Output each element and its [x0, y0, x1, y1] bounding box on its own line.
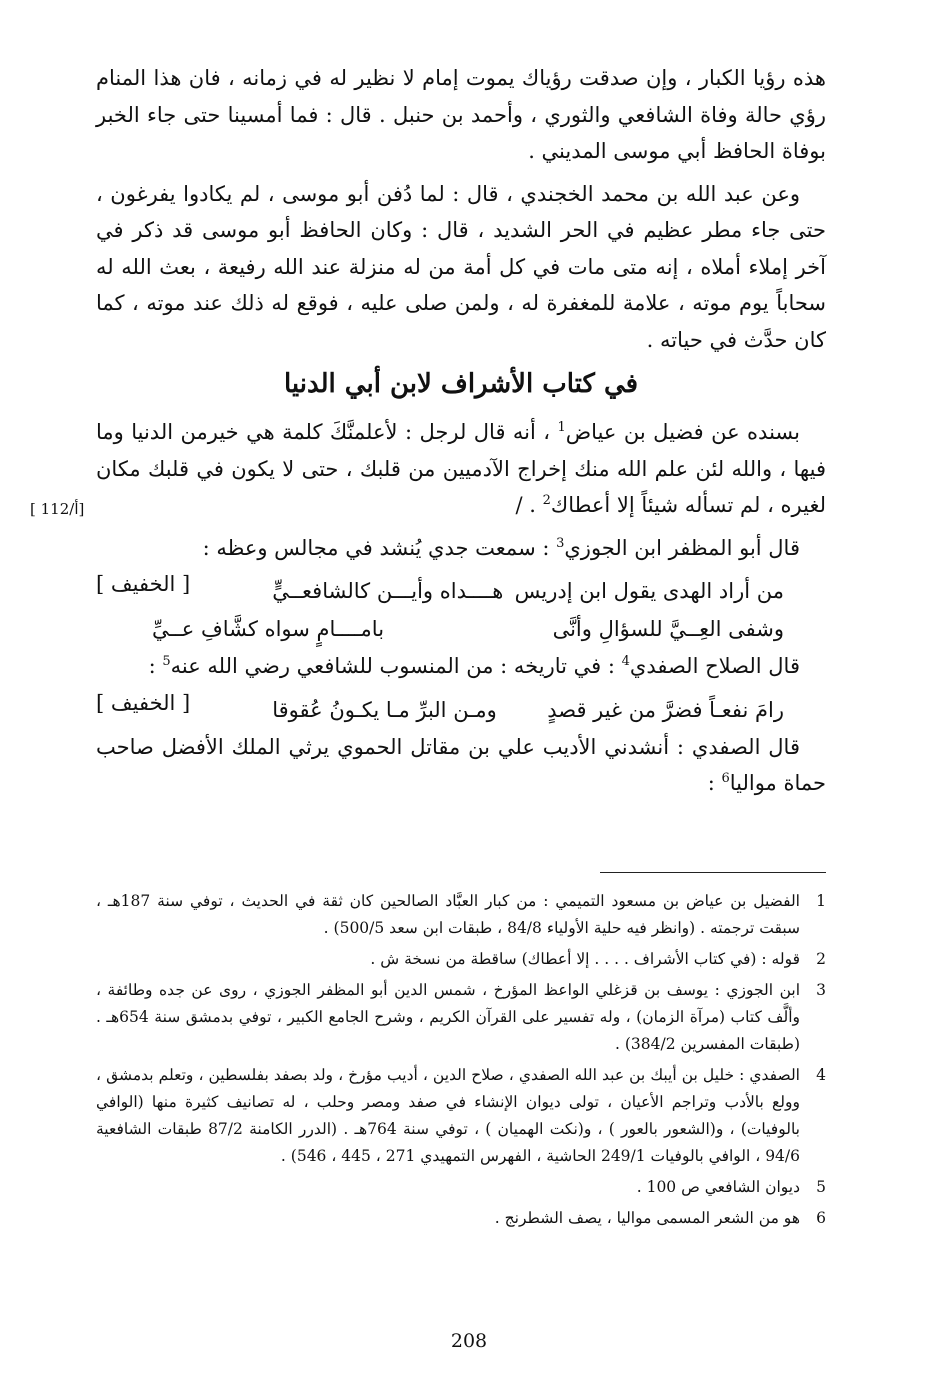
footnote-item	[96, 888, 826, 942]
paragraph-3	[96, 414, 826, 524]
footnote-number: 4	[816, 1066, 826, 1084]
footnote-ref-4: 4	[621, 654, 630, 669]
footnote-text: ابن الجوزي : يوسف بن قزغلي الواعظ المؤرخ ، شمس الدين أبو المظفر الجوزي ، روى عن جده وطائفة ، وألَّف كتاب (مرآة الزمان) ، وله تفسير على القرآن الكريم ، وشرح الجامع الكبير ، توفي بدمشق سنة 654هـ . (طبقات المفسرين 384/2) .	[96, 981, 800, 1053]
paragraph-6-text-b: :	[707, 771, 722, 795]
section-heading: في كتاب الأشراف لابن أبي الدنيا	[283, 369, 639, 399]
paragraph-5-text-b: : في تاريخه : من المنسوب للشافعي رضي الله عنه	[170, 654, 622, 678]
paragraph-3-text-a: بسنده عن فضيل بن عياض	[565, 420, 800, 444]
paragraph-6-text-a: قال الصفدي : أنشدني الأديب علي بن مقاتل الحموي يرثي الملك الأفضل صاحب حماة مواليا	[96, 734, 826, 795]
footnote-text: هو من الشعر المسمى مواليا ، يصف الشطرنج .	[494, 1209, 800, 1227]
footnote-text: الصفدي : خليل بن أيبك بن عبد الله الصفدي ، صلاح الدين ، أديب مؤرخ ، ولد بصفد بفلسطين ، وتعلم بدمشق ، وولع بالأدب وتراجم الأعيان ، تولى ديوان الإنشاء في صفد ومصر وحلب ، له تصانيف كثيرة منها (الوافي بالوفيات) ، و(الشعور بالعور ) ، و(نكت الهميان ) ، توفي سنة 764هـ . (الدرر الكامنة 87/2 طبقات الشافعية 94/6 ، الوافي بالوفيات 249/1 الحاشية ، الفهرس التمهيدي 271 ، 445 ، 546) .	[96, 1066, 800, 1165]
main-text	[96, 60, 826, 808]
footnote-text: ديوان الشافعي ص 100 .	[636, 1178, 800, 1196]
footnote-ref-3: 3	[556, 535, 565, 551]
footnote-ref-2: 2	[542, 493, 551, 508]
meter-label-2: [ الخفيف ]	[96, 690, 191, 715]
page-number: 208	[450, 1330, 488, 1352]
meter-label-1: [ الخفيف ]	[96, 572, 191, 596]
footnote-text: قوله : (في كتاب الأشراف . . . . إلا أعطاك) ساقطة من نسخة ش .	[370, 950, 800, 968]
verse-2-first-hemistich: وشفى العِــيَّ للسؤالِ وأنَّى	[552, 617, 784, 641]
footnotes	[96, 888, 826, 1236]
footnote-ref-1: 1	[557, 420, 566, 435]
footnote-ref-5: 5	[162, 654, 171, 669]
verse-1-second-hemistich: هــــداه وأيـــن كالشافعــيٍّ	[272, 579, 504, 603]
paragraph-6	[96, 729, 826, 802]
verse-2	[96, 610, 826, 648]
paragraph-4-text-b: : سمعت جدي يُنشد في مجالس وعظه :	[202, 535, 557, 560]
paragraph-3-text-c: . /	[515, 493, 543, 517]
verse-3-second-hemistich: ومـن البرِّ مـا يكـونُ عُقوقا	[272, 697, 497, 722]
paragraph-5-text-c: :	[148, 654, 163, 678]
footnote-item	[96, 977, 826, 1058]
footnote-item	[96, 1174, 826, 1201]
footnote-number: 5	[816, 1178, 826, 1196]
paragraph-3-text-b: ، أنه قال لرجل : لأعلمنَّكَ كلمة هي خيرمن الدنيا وما فيها ، والله لئن علم الله منك إخراج الآدميين من قلبك ، حتى لا يكون في قلبك مكان لغيره ، لم تسأله شيئاً إلا أعطاك	[96, 420, 826, 517]
paragraph-2: وعن عبد الله بن محمد الخجندي ، قال : لما دُفن أبو موسى ، لم يكادوا يفرغون ، حتى جاء مطر عظيم في الحر الشديد ، قال : وكان الحافظ أبو موسى قد ذكر في آخر إملاء أملاه ، إنه متى مات في كل أمة من له منزلة عند الله رفيعة ، بعث الله له سحاباً يوم موته ، علامة للمغفرة له ، ولمن صلى عليه ، فوقع له ذلك عند موته ، كما كان حدَّث في حياته .	[96, 181, 826, 352]
footnote-number: 3	[816, 981, 826, 999]
verse-3-first-hemistich: رامَ نفعـاً فضرَّ من غير قصدٍ	[547, 697, 784, 722]
manuscript-folio-marker: [ 112/أ]	[30, 500, 85, 518]
footnote-number: 2	[816, 950, 826, 968]
footnote-item	[96, 946, 826, 973]
verse-3	[216, 691, 826, 729]
paragraph-5-text-a: قال الصلاح الصفدي	[629, 654, 800, 678]
paragraph-4-text-a: قال أبو المظفر ابن الجوزي	[564, 535, 800, 560]
footnote-item	[96, 1062, 826, 1170]
footnote-separator	[600, 872, 826, 873]
footnote-number: 6	[816, 1209, 826, 1227]
footnote-text: الفضيل بن عياض بن مسعود التميمي : من كبار العبَّاد الصالحين كان ثقة في الحديث ، توفي سنة 187هـ ، سبقت ترجمته . (وانظر فيه حلية الأولياء 84/8 ، طبقات ابن سعد 500/5) .	[96, 892, 800, 937]
verse-2-second-hemistich: بامــــامٍ سواه كشَّافِ عــيِّ	[152, 617, 385, 641]
footnote-ref-6: 6	[721, 771, 730, 786]
verse-1	[216, 572, 826, 610]
footnote-number: 1	[816, 892, 826, 910]
verse-1-first-hemistich: من أراد الهدى يقول ابن إدريس	[514, 579, 784, 603]
footnote-item	[96, 1205, 826, 1232]
paragraph-1: هذه رؤيا الكبار ، وإن صدقت رؤياك يموت إمام لا نظير له في زمانه ، فان هذا المنام رؤي حالة وفاة الشافعي والثوري ، وأحمد بن حنبل . قال : فما أمسينا حتى جاء الخبر بوفاة الحافظ أبي موسى المديني .	[96, 66, 826, 163]
